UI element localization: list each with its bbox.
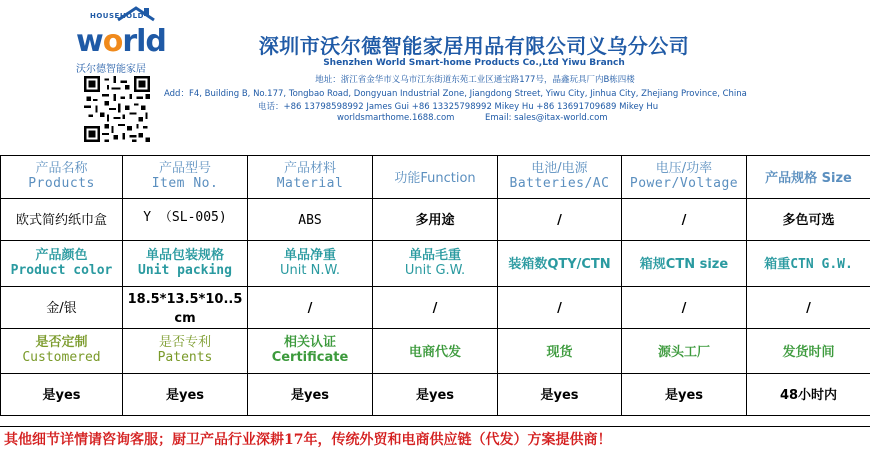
cell-label-en: Customered (22, 350, 101, 365)
cell-label-cn: 产品名称 (35, 161, 88, 177)
table-row-header-2 (1, 241, 870, 287)
cell-products-header (1, 156, 123, 199)
cell-ecommerce-header (373, 329, 498, 374)
footer-notice: 其他细节详情请咨询客服；厨卫产品行业深耕17年，传统外贸和电商供应链（代发）方案提供商！ (0, 426, 870, 453)
cell-label-en: Power/Voltage (629, 176, 739, 191)
cell-label-cn: 是否专利 (158, 335, 211, 351)
cell-product-name (1, 199, 123, 241)
company-name-english: Shenzhen World Smart-home Products Co.,Ltd Yiwu Branch (323, 58, 625, 68)
cell-value: 18.5*13.5*10..5cm (127, 291, 243, 326)
cell-label-en: Unit packing (138, 262, 232, 278)
cell-delivery-header (747, 329, 870, 374)
cell-value: 多色可选 (782, 213, 835, 229)
cell-label-cn: 产品型号 (158, 161, 211, 177)
document-header (0, 0, 870, 152)
cell-value: / (307, 301, 313, 317)
email-link[interactable]: Email: sales@itax-world.com (485, 113, 608, 123)
company-name-chinese: 深圳市沃尔德智能家居用品有限公司义乌分公司 (258, 34, 690, 58)
cell-unit-nw (248, 287, 373, 329)
cell-label: 箱重CTN G.W. (764, 257, 853, 273)
logo-chinese-name: 沃尔德智能家居 (76, 64, 146, 75)
table-row-header-3 (1, 329, 870, 374)
cell-label-en: Unit G.W. (404, 262, 466, 278)
website-link[interactable]: worldsmarthome.1688.com (337, 113, 455, 123)
cell-factory (622, 374, 747, 416)
cell-label-en: Material (276, 176, 344, 191)
cell-value: 是yes (664, 388, 704, 404)
cell-value: 是yes (42, 388, 81, 404)
cell-value: ABS (298, 213, 322, 229)
cell-label-cn: 单品包装规格 (145, 247, 224, 263)
cell-delivery (747, 374, 870, 416)
cell-label: 发货时间 (782, 344, 835, 360)
cell-in-stock-header (498, 329, 622, 374)
cell-patents-header (123, 329, 248, 374)
cell-label-en: Products (28, 176, 95, 191)
logo-wordmark: world (76, 24, 166, 59)
cell-value: 是yes (290, 388, 330, 404)
cell-unit-nw-header (248, 241, 373, 287)
cell-label-cn: 是否定制 (35, 335, 88, 351)
cell-label-cn: 单品毛重 (408, 247, 461, 263)
cell-value: 多用途 (415, 213, 455, 229)
product-spec-table (0, 155, 870, 416)
cell-label: 装箱数QTY/CTN (508, 257, 611, 273)
cell-value: / (557, 213, 562, 229)
cell-label: 功能Function (394, 170, 476, 186)
cell-label: 产品规格 Size (765, 170, 852, 186)
cell-function (373, 199, 498, 241)
cell-in-stock (498, 374, 622, 416)
cell-unit-gw (373, 287, 498, 329)
table-row-values-3 (1, 374, 870, 416)
cell-label-en: Certificate (271, 350, 349, 365)
cell-batteries-header (498, 156, 622, 199)
cell-patents (123, 374, 248, 416)
cell-label: 现货 (546, 344, 573, 360)
cell-label-cn: 相关认证 (283, 335, 336, 351)
cell-value: 是yes (540, 388, 579, 404)
cell-material (248, 199, 373, 241)
cell-label-cn: 电压/功率 (655, 161, 713, 177)
qr-code-icon (84, 76, 150, 142)
cell-value: 金/银 (46, 301, 77, 317)
cell-color-header (1, 241, 123, 287)
table-row-values-2 (1, 287, 870, 329)
cell-size-header (747, 156, 870, 199)
logo-household-text: HOUSEHOLD (90, 12, 144, 20)
cell-value: 是yes (165, 388, 205, 404)
cell-certificate (248, 374, 373, 416)
cell-factory-header (622, 329, 747, 374)
cell-item-no-header (123, 156, 248, 199)
cell-label-cn: 电池/电源 (531, 161, 588, 177)
cell-customized (1, 374, 123, 416)
cell-value: / (432, 301, 438, 317)
cell-label-cn: 单品净重 (283, 247, 336, 263)
cell-label-cn: 产品材料 (283, 161, 336, 177)
cell-qty-ctn-header (498, 241, 622, 287)
cell-value: 是yes (415, 388, 455, 404)
cell-material-header (248, 156, 373, 199)
cell-ctn-gw-header (747, 241, 870, 287)
cell-color (1, 287, 123, 329)
table-row-values-1 (1, 199, 870, 241)
cell-unit-gw-header (373, 241, 498, 287)
cell-customized-header (1, 329, 123, 374)
cell-label-en: Product color (10, 262, 113, 278)
cell-label-en: Patents (157, 350, 213, 365)
cell-certificate-header (248, 329, 373, 374)
table-row-header-1 (1, 156, 870, 199)
cell-unit-packing (123, 287, 248, 329)
cell-batteries (498, 199, 622, 241)
address-english: Add：F4, Building B, No.177, Tongbao Road, Dongyuan Industrial Zone, Jiangdong Street, Yiwu City, Jinhua City, Zhejiang Province, China (164, 89, 747, 99)
cell-ctn-size (622, 287, 747, 329)
cell-label: 电商代发 (408, 344, 461, 360)
cell-label: 箱规CTN size (639, 257, 729, 273)
cell-value: / (681, 213, 687, 229)
cell-ctn-gw (747, 287, 870, 329)
cell-size (747, 199, 870, 241)
cell-value: 48小时内 (779, 388, 838, 404)
cell-value: / (681, 301, 687, 317)
cell-power-header (622, 156, 747, 199)
cell-value: 欧式简约纸巾盒 (15, 213, 107, 229)
address-chinese: 地址：浙江省金华市义乌市江东街道东苑工业区通宝路177号，晶鑫玩具厂内B栋四楼 (315, 75, 635, 85)
cell-label-en: Item No. (151, 176, 219, 191)
cell-power (622, 199, 747, 241)
cell-unit-packing-header (123, 241, 248, 287)
cell-qty-ctn (498, 287, 622, 329)
cell-item-no (123, 199, 248, 241)
cell-label-en: Batteries/AC (509, 176, 610, 191)
cell-label-en: Unit N.W. (280, 262, 340, 278)
telephone-line: 电话：+86 13798598992 James Gui +86 13325798992 Mikey Hu +86 13691709689 Mikey Hu (258, 102, 659, 112)
cell-label: 源头工厂 (657, 344, 710, 360)
cell-value: / (557, 301, 562, 317)
cell-ctn-size-header (622, 241, 747, 287)
cell-value: / (806, 301, 811, 317)
cell-label-cn: 产品颜色 (35, 247, 88, 263)
cell-value: Y （SL-005) (143, 210, 227, 225)
cell-function-header (373, 156, 498, 199)
cell-ecommerce (373, 374, 498, 416)
